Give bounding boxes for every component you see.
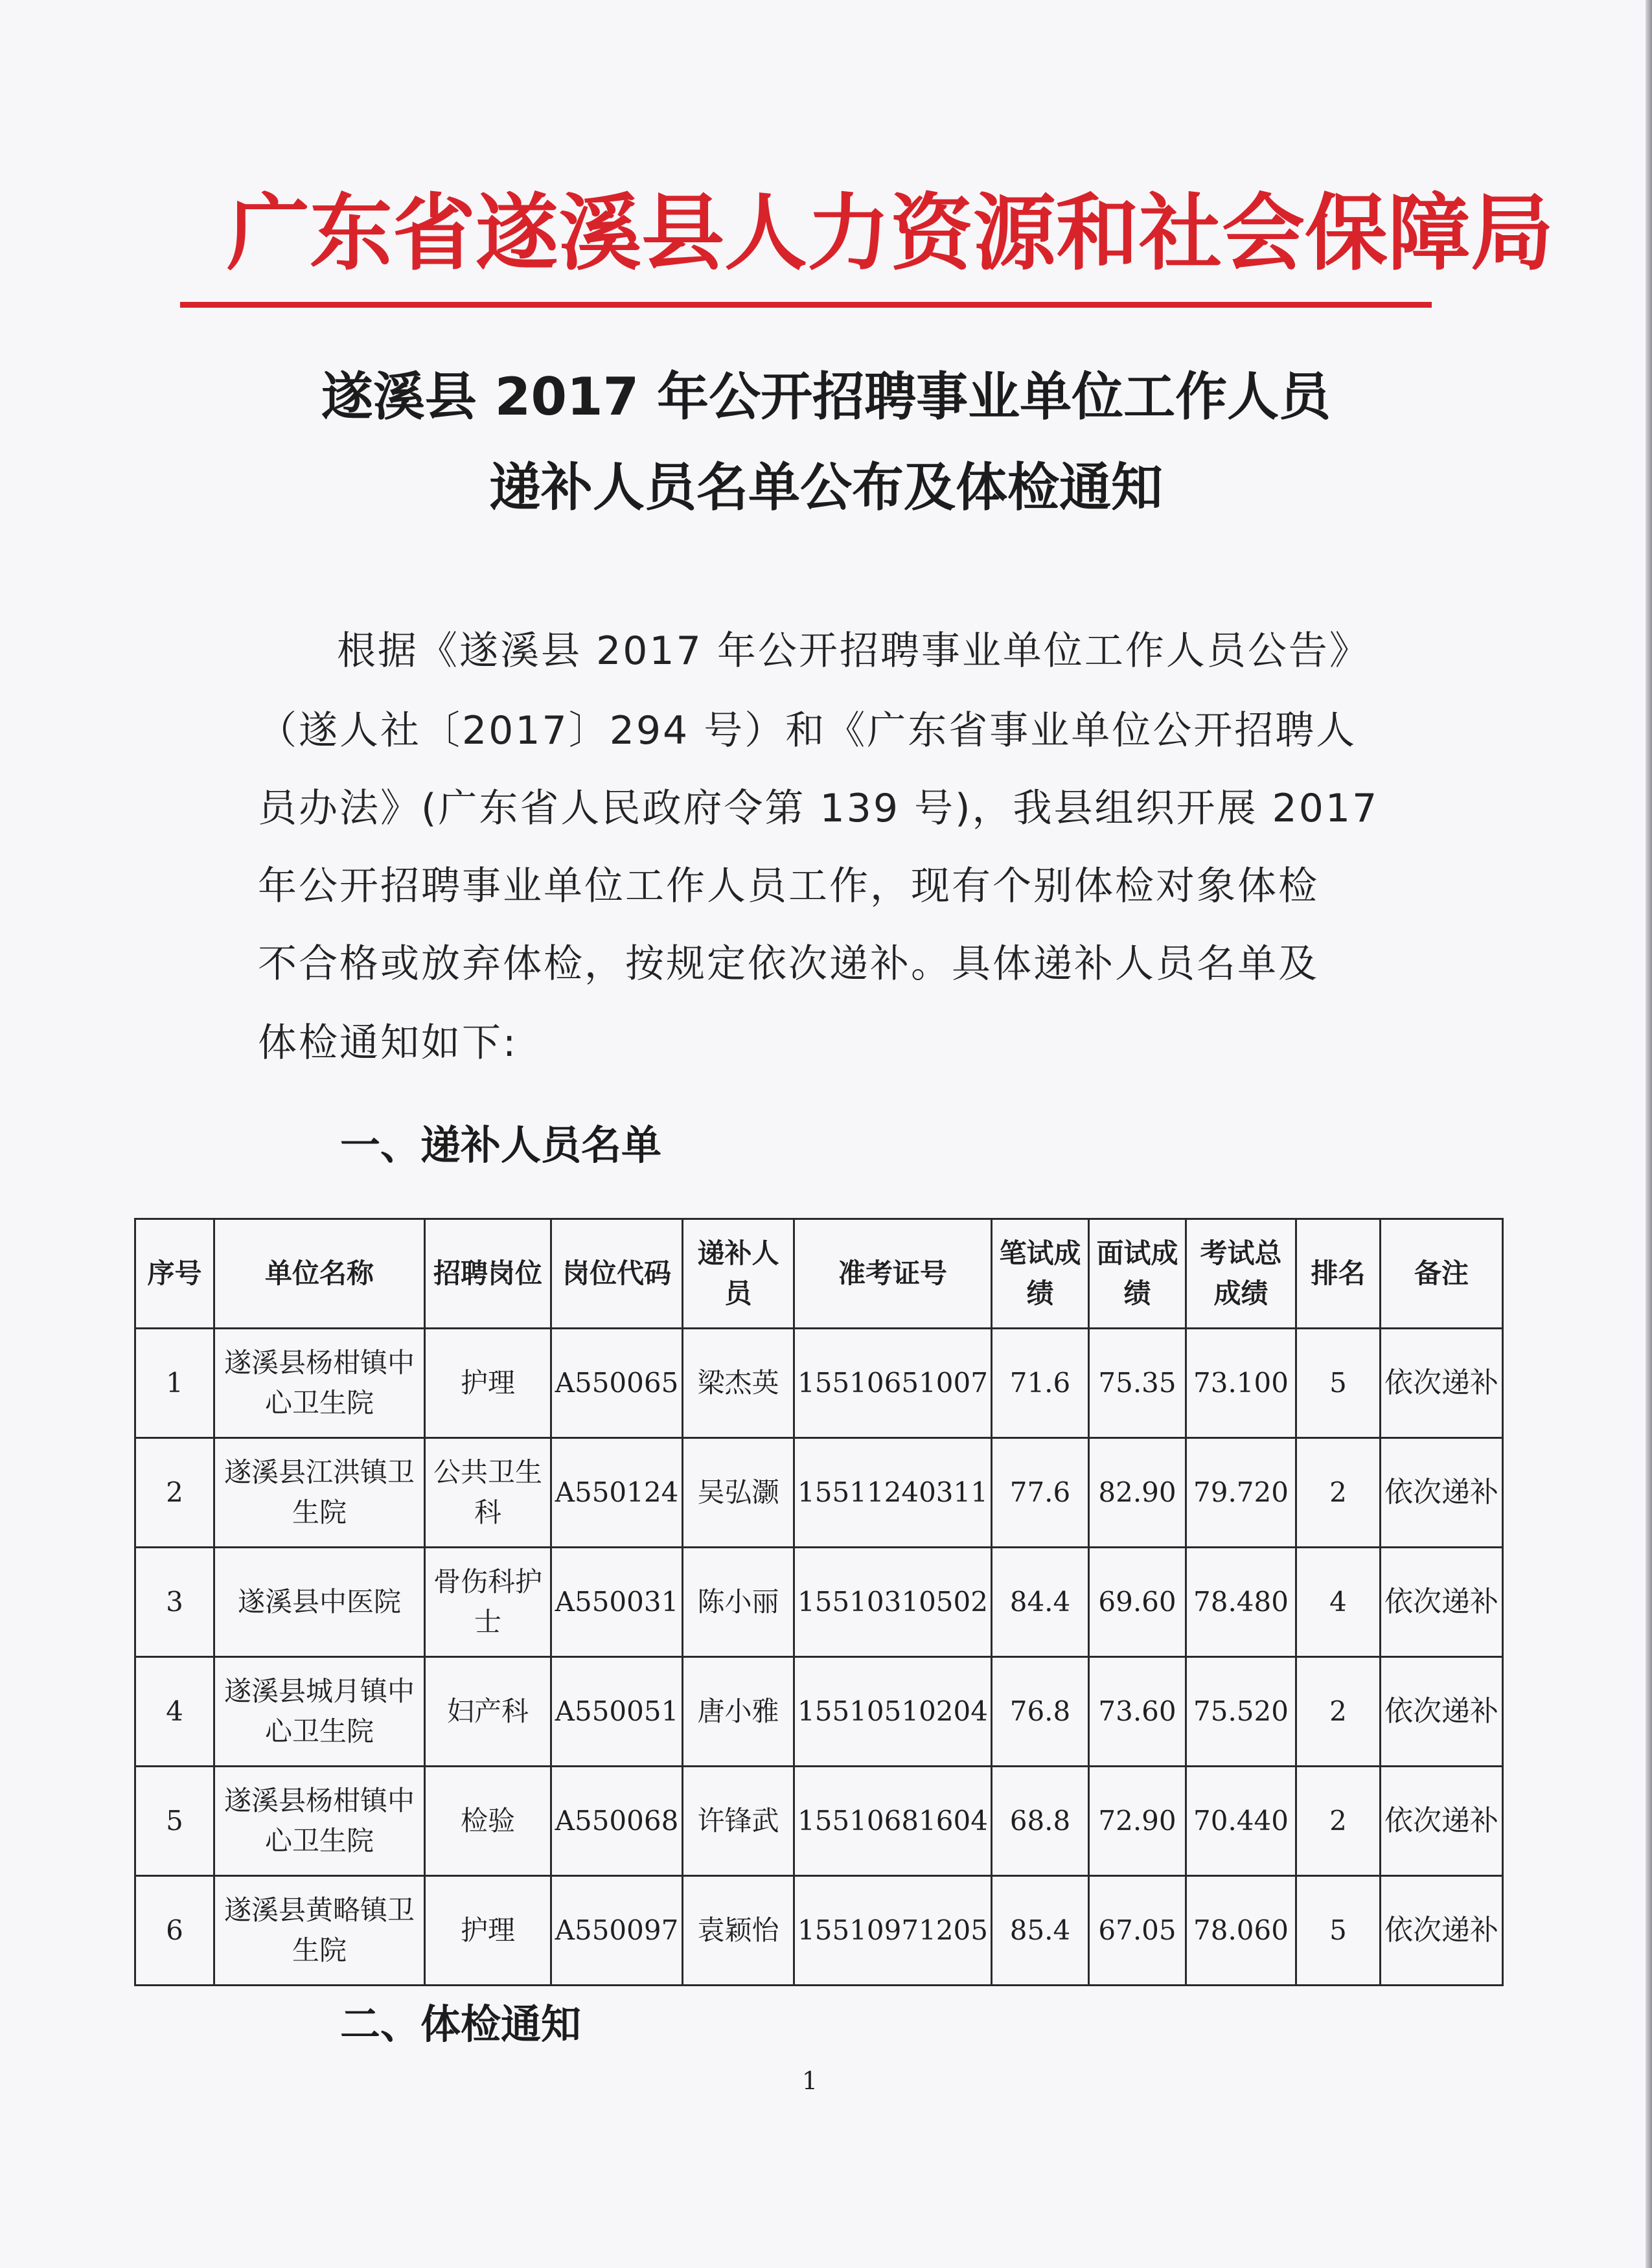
cell-interview: 73.60	[1089, 1657, 1186, 1767]
cell-no: 6	[135, 1876, 214, 1986]
col-header-total: 考试总成绩	[1186, 1219, 1296, 1329]
cell-code: A550124	[551, 1438, 683, 1548]
col-header-unit: 单位名称	[214, 1219, 425, 1329]
col-header-written: 笔试成绩	[992, 1219, 1089, 1329]
cell-post: 公共卫生科	[425, 1438, 551, 1548]
cell-rank: 2	[1296, 1438, 1381, 1548]
cell-unit: 遂溪县杨柑镇中心卫生院	[214, 1329, 425, 1438]
cell-post: 检验	[425, 1767, 551, 1876]
cell-interview: 75.35	[1089, 1329, 1186, 1438]
cell-person: 吴弘灏	[683, 1438, 794, 1548]
cell-person: 许锋武	[683, 1767, 794, 1876]
document-title-line-1: 遂溪县 2017 年公开招聘事业单位工作人员	[321, 367, 1331, 427]
col-header-rank: 排名	[1296, 1219, 1381, 1329]
col-header-code: 岗位代码	[551, 1219, 683, 1329]
cell-interview: 69.60	[1089, 1548, 1186, 1657]
section-heading-roster: 一、递补人员名单	[340, 1121, 662, 1169]
cell-person: 梁杰英	[683, 1329, 794, 1438]
col-header-remark: 备注	[1381, 1219, 1503, 1329]
body-paragraph-line-5: 不合格或放弃体检，按规定依次递补。具体递补人员名单及	[258, 941, 1319, 987]
cell-person: 陈小丽	[683, 1548, 794, 1657]
cell-unit: 遂溪县黄略镇卫生院	[214, 1876, 425, 1986]
cell-interview: 82.90	[1089, 1438, 1186, 1548]
cell-unit: 遂溪县城月镇中心卫生院	[214, 1657, 425, 1767]
cell-remark: 依次递补	[1381, 1767, 1503, 1876]
cell-rank: 4	[1296, 1548, 1381, 1657]
cell-written: 84.4	[992, 1548, 1089, 1657]
cell-code: A550031	[551, 1548, 683, 1657]
cell-total: 70.440	[1186, 1767, 1296, 1876]
col-header-exam-id: 准考证号	[794, 1219, 992, 1329]
letterhead-red-rule	[180, 302, 1432, 308]
body-paragraph-line-2: （遂人社〔2017〕294 号）和《广东省事业单位公开招聘人	[258, 708, 1357, 753]
section-heading-medical-exam: 二、体检通知	[340, 2000, 582, 2048]
cell-person: 唐小雅	[683, 1657, 794, 1767]
cell-post: 骨伤科护士	[425, 1548, 551, 1657]
cell-total: 75.520	[1186, 1657, 1296, 1767]
cell-interview: 67.05	[1089, 1876, 1186, 1986]
cell-written: 71.6	[992, 1329, 1089, 1438]
cell-rank: 5	[1296, 1329, 1381, 1438]
cell-code: A550065	[551, 1329, 683, 1438]
cell-unit: 遂溪县江洪镇卫生院	[214, 1438, 425, 1548]
body-paragraph-line-6: 体检通知如下:	[258, 1020, 518, 1066]
body-paragraph-line-4: 年公开招聘事业单位工作人员工作，现有个别体检对象体检	[258, 864, 1319, 909]
table-row	[135, 1329, 1503, 1438]
cell-written: 77.6	[992, 1438, 1089, 1548]
cell-post: 护理	[425, 1876, 551, 1986]
cell-remark: 依次递补	[1381, 1876, 1503, 1986]
cell-rank: 2	[1296, 1767, 1381, 1876]
cell-no: 3	[135, 1548, 214, 1657]
cell-exam-id: 15510681604	[794, 1767, 992, 1876]
cell-written: 85.4	[992, 1876, 1089, 1986]
cell-exam-id: 15510510204	[794, 1657, 992, 1767]
cell-written: 76.8	[992, 1657, 1089, 1767]
page-number: 1	[801, 2067, 818, 2095]
cell-unit: 遂溪县杨柑镇中心卫生院	[214, 1767, 425, 1876]
cell-total: 78.480	[1186, 1548, 1296, 1657]
cell-exam-id: 15510651007	[794, 1329, 992, 1438]
agency-letterhead: 广东省遂溪县人力资源和社会保障局	[227, 185, 1554, 282]
cell-total: 79.720	[1186, 1438, 1296, 1548]
table-row	[135, 1767, 1503, 1876]
cell-no: 2	[135, 1438, 214, 1548]
cell-remark: 依次递补	[1381, 1548, 1503, 1657]
table-row	[135, 1548, 1503, 1657]
cell-written: 68.8	[992, 1767, 1089, 1876]
document-title-line-2: 递补人员名单公布及体检通知	[489, 457, 1163, 518]
cell-post: 护理	[425, 1329, 551, 1438]
table-row	[135, 1438, 1503, 1548]
cell-post: 妇产科	[425, 1657, 551, 1767]
cell-interview: 72.90	[1089, 1767, 1186, 1876]
cell-rank: 2	[1296, 1657, 1381, 1767]
cell-total: 78.060	[1186, 1876, 1296, 1986]
col-header-no: 序号	[135, 1219, 214, 1329]
cell-no: 1	[135, 1329, 214, 1438]
cell-no: 4	[135, 1657, 214, 1767]
cell-no: 5	[135, 1767, 214, 1876]
cell-rank: 5	[1296, 1876, 1381, 1986]
cell-unit: 遂溪县中医院	[214, 1548, 425, 1657]
table-row	[135, 1876, 1503, 1986]
cell-exam-id: 15510310502	[794, 1548, 992, 1657]
cell-remark: 依次递补	[1381, 1329, 1503, 1438]
cell-exam-id: 15511240311	[794, 1438, 992, 1548]
substitute-roster-table	[134, 1218, 1504, 1986]
body-paragraph-line-1: 根据《遂溪县 2017 年公开招聘事业单位工作人员公告》	[337, 628, 1370, 674]
table-header-row	[135, 1219, 1503, 1329]
cell-remark: 依次递补	[1381, 1438, 1503, 1548]
col-header-interview: 面试成绩	[1089, 1219, 1186, 1329]
cell-total: 73.100	[1186, 1329, 1296, 1438]
body-paragraph-line-3: 员办法》(广东省人民政府令第 139 号)，我县组织开展 2017	[258, 786, 1379, 831]
cell-code: A550051	[551, 1657, 683, 1767]
cell-person: 袁颖怡	[683, 1876, 794, 1986]
page-edge-shadow	[1646, 0, 1652, 2268]
col-header-person: 递补人员	[683, 1219, 794, 1329]
table-row	[135, 1657, 1503, 1767]
cell-remark: 依次递补	[1381, 1657, 1503, 1767]
cell-code: A550068	[551, 1767, 683, 1876]
cell-exam-id: 15510971205	[794, 1876, 992, 1986]
col-header-post: 招聘岗位	[425, 1219, 551, 1329]
cell-code: A550097	[551, 1876, 683, 1986]
